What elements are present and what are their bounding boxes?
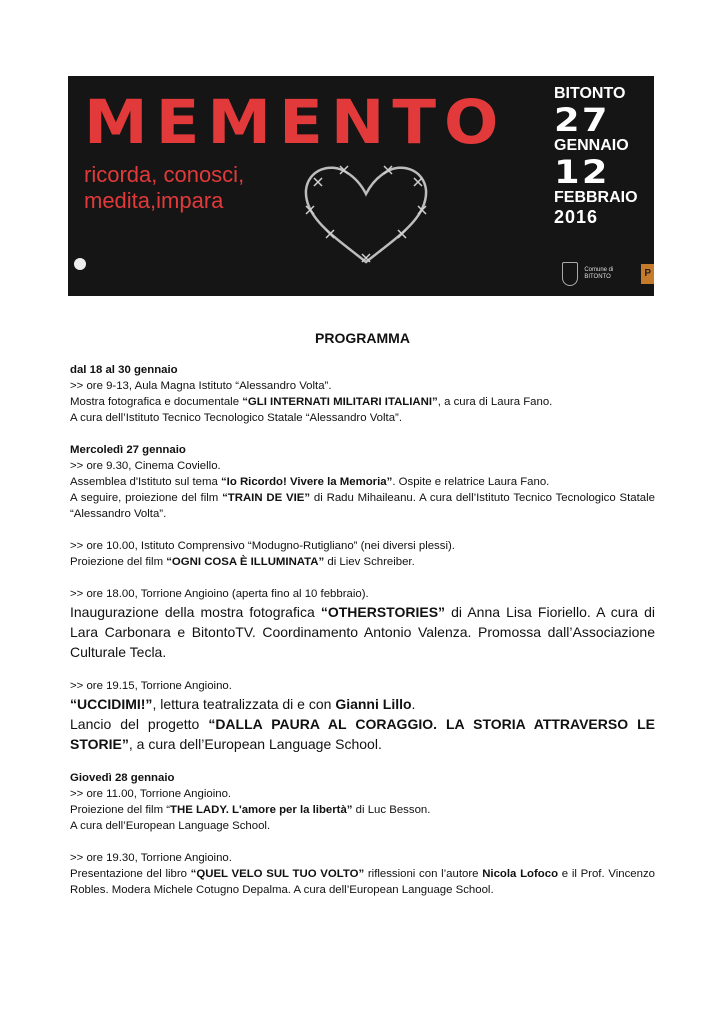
program-section-1 bbox=[70, 362, 655, 426]
section-2-date: Mercoledì 27 gennaio bbox=[70, 444, 186, 456]
section-6-film: Proiezione del film “THE LADY. L'amore per la libertà” di Luc Besson. bbox=[70, 804, 431, 816]
section-4-desc: Inaugurazione della mostra fotografica “OTHERSTORIES” di Anna Lisa Fioriello. A cura di Lara Carbonara e BitontoTV. Coordinamento Antonio Valenza. Promossa dall’Associazione Culturale Tecla. bbox=[70, 604, 655, 660]
section-5-reading: “UCCIDIMI!”, lettura teatralizzata di e con Gianni Lillo. bbox=[70, 696, 416, 712]
section-3-film: Proiezione del film “OGNI COSA È ILLUMINATA” di Liev Schreiber. bbox=[70, 556, 415, 568]
sponsor-logo-icon bbox=[74, 258, 86, 270]
organizer-logos bbox=[562, 262, 654, 286]
section-6-time: >> ore 11.00, Torrione Angioino. bbox=[70, 788, 232, 800]
section-1-credit: A cura dell’Istituto Tecnico Tecnologico Statale “Alessandro Volta”. bbox=[70, 412, 402, 424]
banner-title: MEMENTO bbox=[84, 87, 507, 159]
section-1-date: dal 18 al 30 gennaio bbox=[70, 364, 178, 376]
program-section-3 bbox=[70, 538, 655, 570]
comune-label: Comune di BITONTO bbox=[584, 267, 614, 280]
program-title: PROGRAMMA bbox=[315, 330, 410, 346]
tagline-line-1: ricorda, conosci, bbox=[84, 162, 245, 187]
barbed-wire-heart-icon bbox=[296, 158, 436, 268]
section-2-film: A seguire, proiezione del film “TRAIN DE VIE” di Radu Mihaileanu. A cura dell’Istituto Tecnico Tecnologico Statale “Alessandro Volta”. bbox=[70, 492, 655, 520]
section-7-time: >> ore 19.30, Torrione Angioino. bbox=[70, 852, 232, 864]
section-2-time: >> ore 9.30, Cinema Coviello. bbox=[70, 460, 221, 472]
program-content bbox=[70, 328, 655, 914]
p-logo-icon: P bbox=[641, 264, 654, 284]
end-day: 12 bbox=[554, 153, 610, 191]
program-section-5 bbox=[70, 678, 655, 754]
section-1-desc: Mostra fotografica e documentale “GLI INTERNATI MILITARI ITALIANI”, a cura di Laura Fano. bbox=[70, 396, 553, 408]
section-5-project: Lancio del progetto “DALLA PAURA AL CORAGGIO. LA STORIA ATTRAVERSO LE STORIE”, a cura dell’European Language School. bbox=[70, 716, 655, 752]
start-day: 27 bbox=[554, 101, 610, 139]
section-3-time: >> ore 10.00, Istituto Comprensivo “Modugno-Rutigliano” (nei diversi plessi). bbox=[70, 540, 455, 552]
banner-tagline bbox=[84, 162, 244, 214]
section-2-desc: Assemblea d'Istituto sul tema “Io Ricordo! Vivere la Memoria”. Ospite e relatrice Laura Fano. bbox=[70, 476, 550, 488]
section-6-credit: A cura dell’European Language School. bbox=[70, 820, 271, 832]
program-section-4 bbox=[70, 586, 655, 662]
section-6-date: Giovedì 28 gennaio bbox=[70, 772, 175, 784]
section-5-time: >> ore 19.15, Torrione Angioino. bbox=[70, 680, 232, 692]
event-dates bbox=[554, 84, 644, 226]
city-label: BITONTO bbox=[554, 85, 626, 102]
program-section-7 bbox=[70, 850, 655, 898]
program-section-6 bbox=[70, 770, 655, 834]
tagline-line-2: medita,impara bbox=[84, 188, 224, 213]
section-7-desc: Presentazione del libro “QUEL VELO SUL TUO VOLTO” riflessioni con l’autore Nicola Lofoco e il Prof. Vincenzo Robles. Modera Michele Cotugno Depalma. A cura dell’European Language School. bbox=[70, 868, 656, 896]
end-month: FEBBRAIO bbox=[554, 189, 638, 206]
section-4-time: >> ore 18.00, Torrione Angioino (aperta fino al 10 febbraio). bbox=[70, 588, 369, 600]
section-1-time: >> ore 9-13, Aula Magna Istituto “Alessandro Volta”. bbox=[70, 380, 332, 392]
start-month: GENNAIO bbox=[554, 137, 629, 154]
event-year: 2016 bbox=[554, 207, 599, 227]
program-section-2 bbox=[70, 442, 655, 522]
event-banner bbox=[68, 76, 654, 296]
comune-crest-icon bbox=[562, 262, 578, 286]
